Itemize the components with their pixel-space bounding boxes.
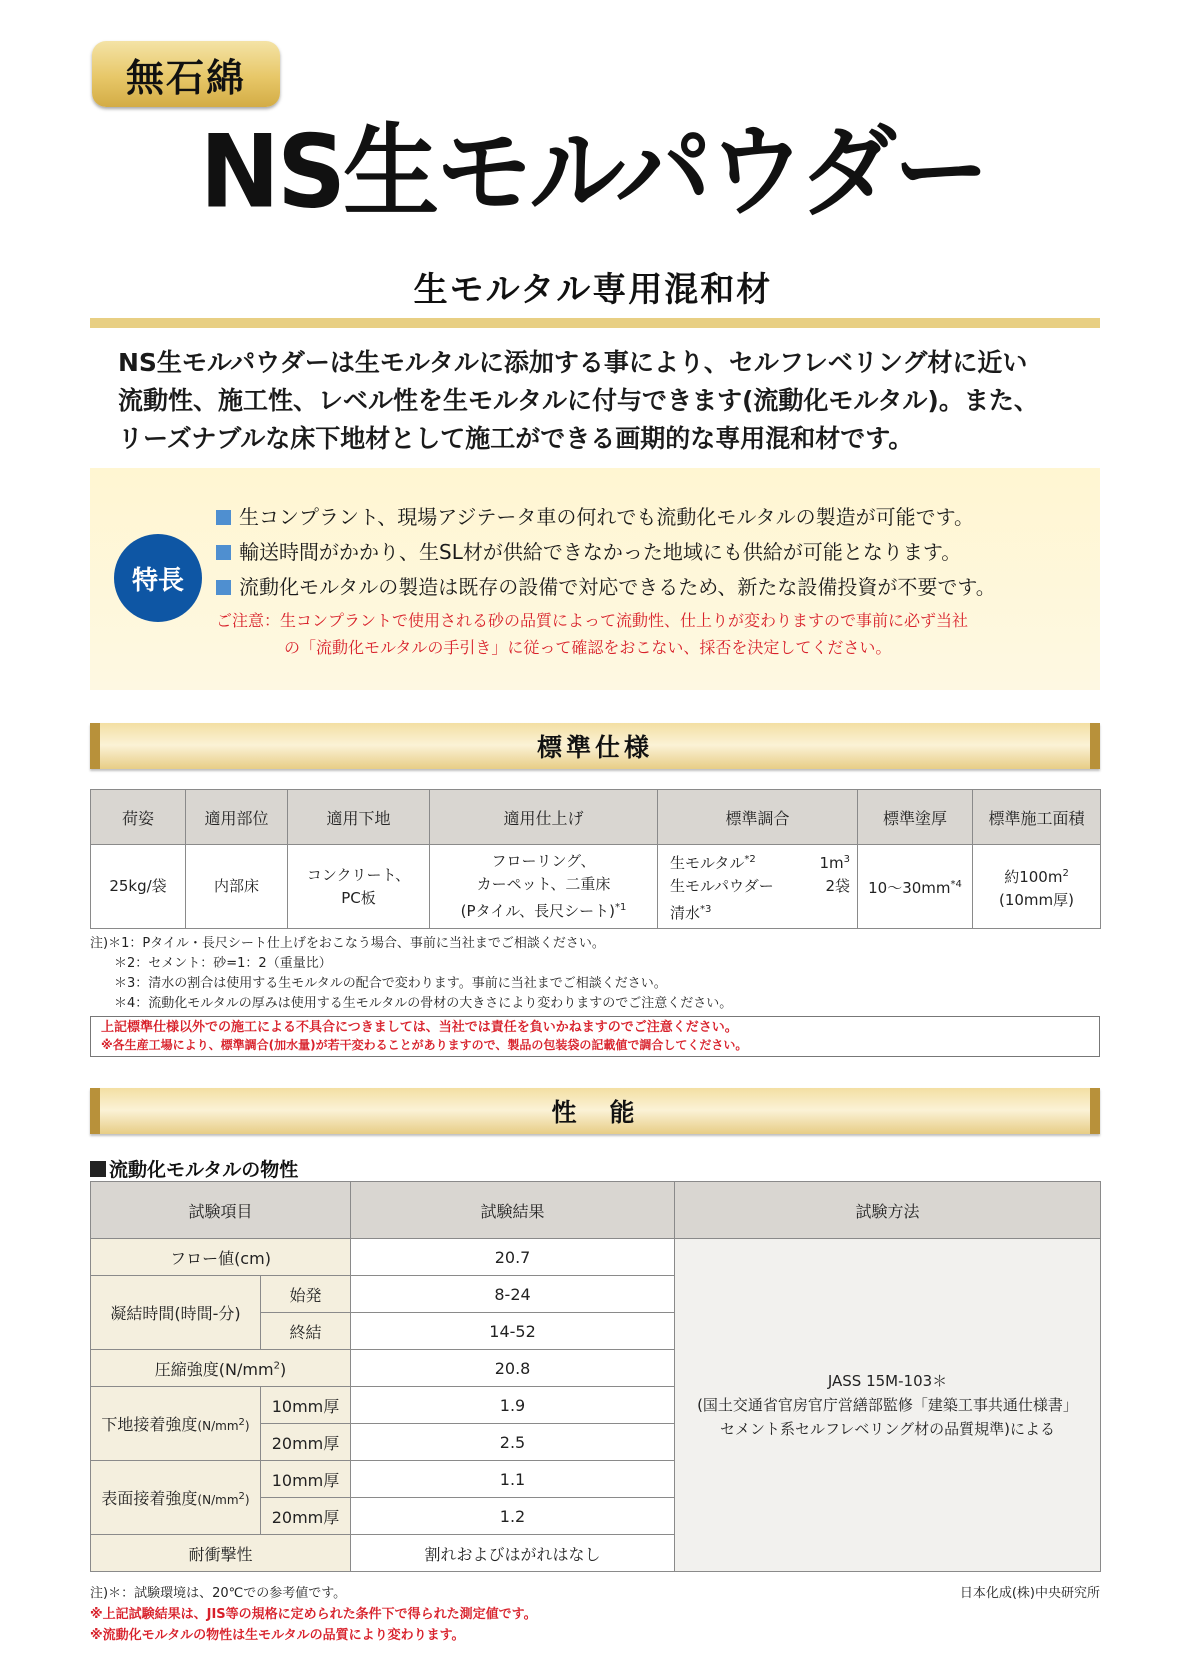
packing-cell: 25kg/袋 bbox=[91, 845, 186, 929]
item-label: 表面接着強度$(N/mm^2)$ bbox=[91, 1461, 261, 1535]
sub-label: 始発 bbox=[261, 1276, 351, 1313]
substrate-cell: コンクリート、 PC板 bbox=[288, 845, 430, 929]
header-cell: 標準施工面積 bbox=[973, 790, 1101, 845]
footnote-line: 注)＊：試験環境は、20℃での参考値です。 bbox=[90, 1586, 347, 1601]
item-label: 下地接着強度$(N/mm^2)$ bbox=[91, 1387, 261, 1461]
test-method-cell: JASS 15M-103＊ (国土交通省官房官庁営繕部監修「建築工事共通仕様書」 セメント系セルフレベリング材の品質規準)による bbox=[675, 1239, 1101, 1572]
part-cell: 内部床 bbox=[186, 845, 288, 929]
finish-cell: フローリング、 カーペット、二重床 (Pタイル、長尺シート)$^{*1}$ bbox=[430, 845, 658, 929]
header-cell: 適用部位 bbox=[186, 790, 288, 845]
sub-label: 終結 bbox=[261, 1313, 351, 1350]
square-bullet-icon bbox=[216, 510, 231, 525]
square-bullet-icon bbox=[216, 545, 231, 560]
intro-line: リーズナブルな床下地材として施工ができる画期的な専用混和材です。 bbox=[118, 424, 914, 453]
intro-text bbox=[118, 344, 1098, 458]
result-value: 1.2 bbox=[351, 1498, 675, 1535]
feature-item: 輸送時間がかかり、生SL材が供給できなかった地域にも供給が可能となります。 bbox=[216, 535, 1096, 570]
note-line: ＊4：流動化モルタルの厚みは使用する生モルタルの骨材の大きさにより変わりますのでご注意ください。 bbox=[114, 996, 733, 1011]
features-badge: 特長 bbox=[114, 534, 202, 622]
header-cell: 標準塗厚 bbox=[858, 790, 973, 845]
header-cell: 試験項目 bbox=[91, 1182, 351, 1239]
features-list bbox=[216, 500, 1096, 661]
warning-line: 上記標準仕様以外での施工による不具合につきましては、当社では責任を負いかねますのでご注意ください。 bbox=[101, 1020, 738, 1035]
header-cell: 試験方法 bbox=[675, 1182, 1101, 1239]
note-line: 注)＊1：Pタイル・長尺シート仕上げをおこなう場合、事前に当社までご相談ください。 bbox=[90, 936, 605, 951]
result-value: 1.9 bbox=[351, 1387, 675, 1424]
table-row bbox=[91, 1239, 1101, 1276]
item-label: 凝結時間(時間-分) bbox=[91, 1276, 261, 1350]
spec-section-heading: 標準仕様 bbox=[90, 723, 1100, 769]
result-value: 1.1 bbox=[351, 1461, 675, 1498]
feature-item: 生コンプラント、現場アジテータ車の何れでも流動化モルタルの製造が可能です。 bbox=[216, 500, 1096, 535]
item-label: フロー値(cm) bbox=[91, 1239, 351, 1276]
performance-footnotes bbox=[90, 1583, 537, 1646]
title-divider bbox=[90, 318, 1100, 328]
intro-line: 流動性、施工性、レベル性を生モルタルに付与できます(流動化モルタル)。また、 bbox=[118, 386, 1039, 415]
header-cell: 標準調合 bbox=[658, 790, 858, 845]
sub-label: 20mm厚 bbox=[261, 1498, 351, 1535]
product-title: NS生モルパウダー bbox=[199, 113, 987, 231]
result-value: 20.7 bbox=[351, 1239, 675, 1276]
table-row bbox=[91, 845, 1101, 929]
performance-subheading: 流動化モルタルの物性 bbox=[90, 1155, 298, 1182]
result-value: 2.5 bbox=[351, 1424, 675, 1461]
note-line: ＊3：清水の割合は使用する生モルタルの配合で変わります。事前に当社までご相談ください。 bbox=[114, 976, 667, 991]
header-cell: 荷姿 bbox=[91, 790, 186, 845]
table-header-row bbox=[91, 1182, 1101, 1239]
header-cell: 適用仕上げ bbox=[430, 790, 658, 845]
item-label: 圧縮強度$(N/mm^2)$ bbox=[91, 1350, 351, 1387]
result-value: 割れおよびはがれはなし bbox=[351, 1535, 675, 1572]
sub-label: 20mm厚 bbox=[261, 1424, 351, 1461]
result-value: 8-24 bbox=[351, 1276, 675, 1313]
note-line: ＊2：セメント：砂=1：2（重量比） bbox=[114, 956, 332, 971]
performance-table bbox=[90, 1181, 1101, 1572]
square-bullet-icon bbox=[216, 580, 231, 595]
caution-note: ご注意：生コンプラントで使用される砂の品質によって流動性、仕上りが変わりますので事前に必ず当社 の「流動化モルタルの手引き」に従って確認をおこない、採否を決定してください。 bbox=[216, 611, 969, 657]
result-value: 20.8 bbox=[351, 1350, 675, 1387]
table-header-row bbox=[91, 790, 1101, 845]
warning-box bbox=[90, 1016, 1100, 1057]
warning-line: ※各生産工場により、標準調合(加水量)が若干変わることがありますので、製品の包装袋の記載値で調合してください。 bbox=[101, 1038, 748, 1052]
product-subtitle: 生モルタル専用混和材 bbox=[413, 270, 773, 310]
area-cell: 約$100m^2$ (10mm厚) bbox=[973, 845, 1101, 929]
lab-credit: 日本化成(株)中央研究所 bbox=[959, 1586, 1100, 1601]
sub-label: 10mm厚 bbox=[261, 1461, 351, 1498]
header-cell: 適用下地 bbox=[288, 790, 430, 845]
footnote-line: ※上記試験結果は、JIS等の規格に定められた条件下で得られた測定値です。 bbox=[90, 1607, 537, 1622]
result-value: 14-52 bbox=[351, 1313, 675, 1350]
performance-section-heading: 性 能 bbox=[90, 1088, 1100, 1134]
item-label: 耐衝撃性 bbox=[91, 1535, 351, 1572]
header-cell: 試験結果 bbox=[351, 1182, 675, 1239]
square-bullet-icon bbox=[90, 1161, 106, 1177]
spec-notes bbox=[90, 934, 732, 1014]
intro-line: NS生モルパウダーは生モルタルに添加する事により、セルフレベリング材に近い bbox=[118, 348, 1028, 377]
sub-label: 10mm厚 bbox=[261, 1387, 351, 1424]
mix-cell: 生モルタル$^{*2}$ $1m^3$ 生モルパウダー 2袋 清水$^{*3}$ bbox=[658, 845, 858, 929]
footnote-line: ※流動化モルタルの物性は生モルタルの品質により変わります。 bbox=[90, 1628, 465, 1643]
asbestos-free-badge: 無石綿 bbox=[92, 41, 280, 107]
feature-item: 流動化モルタルの製造は既存の設備で対応できるため、新たな設備投資が不要です。 bbox=[216, 570, 1096, 605]
thickness-cell: 10〜$30mm^{*4}$ bbox=[858, 845, 973, 929]
spec-table bbox=[90, 789, 1101, 929]
